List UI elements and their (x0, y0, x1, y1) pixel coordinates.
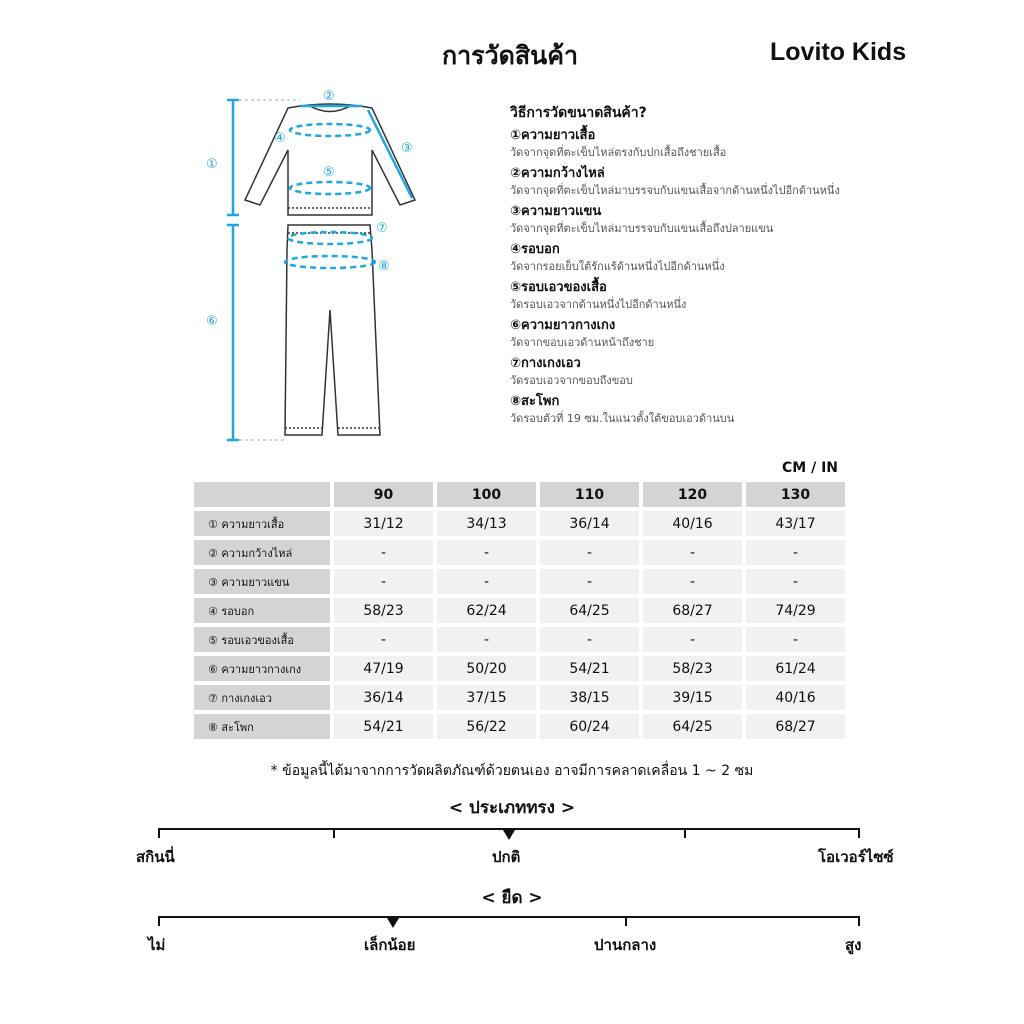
page-title: การวัดสินค้า (442, 41, 578, 70)
step-title: ⑧สะโพก (510, 394, 560, 409)
size-header: 120 (643, 482, 742, 507)
row-label: ① ความยาวเสื้อ (194, 511, 330, 536)
table-cell: - (540, 569, 639, 594)
fit-scale-title: < ประเภททรง > (448, 798, 576, 818)
row-label: ③ ความยาวแขน (194, 569, 330, 594)
step-3 (510, 203, 930, 237)
table-cell: - (643, 569, 742, 594)
stretch-scale-tick (625, 916, 627, 926)
table-cell: 64/25 (540, 598, 639, 623)
marker-2: ② (323, 89, 335, 104)
row-label: ⑦ กางเกงเอว (194, 685, 330, 710)
table-row (194, 511, 845, 536)
marker-1: ① (206, 157, 218, 172)
table-cell: 68/27 (643, 598, 742, 623)
table-row (194, 685, 845, 710)
fit-scale-marker (503, 830, 515, 840)
stretch-scale-marker (387, 918, 399, 928)
table-row (194, 540, 845, 565)
table-cell: - (643, 627, 742, 652)
size-header: 90 (334, 482, 433, 507)
table-cell: 36/14 (334, 685, 433, 710)
step-desc: วัดรอบเอวจากด้านหนึ่งไปอีกด้านหนึ่ง (510, 298, 687, 311)
table-cell: 61/24 (746, 656, 845, 681)
table-cell: 54/21 (540, 656, 639, 681)
table-cell: 38/15 (540, 685, 639, 710)
row-label: ⑤ รอบเอวของเสื้อ (194, 627, 330, 652)
step-title: ②ความกว้างไหล่ (510, 166, 605, 181)
step-title: ⑥ความยาวกางเกง (510, 318, 616, 333)
size-header: 130 (746, 482, 845, 507)
shirt-outline (245, 104, 415, 215)
table-cell: 50/20 (437, 656, 536, 681)
table-cell: - (334, 569, 433, 594)
table-cell: 31/12 (334, 511, 433, 536)
step-title: ①ความยาวเสื้อ (510, 128, 596, 143)
step-5 (510, 279, 930, 313)
table-cell: - (643, 540, 742, 565)
table-cell: - (746, 569, 845, 594)
table-cell: 74/29 (746, 598, 845, 623)
table-row (194, 627, 845, 652)
step-2 (510, 165, 930, 199)
step-desc: วัดจากจุดที่ตะเข็บไหล่ตรงกับปกเสื้อถึงชายเสื้อ (510, 146, 727, 159)
table-cell: - (746, 540, 845, 565)
row-label: ④ รอบอก (194, 598, 330, 623)
step-title: ⑤รอบเอวของเสื้อ (510, 280, 607, 295)
table-cell: 54/21 (334, 714, 433, 739)
table-cell: - (437, 569, 536, 594)
fit-scale-tick (333, 828, 335, 838)
table-cell: - (540, 540, 639, 565)
table-cell: 64/25 (643, 714, 742, 739)
table-cell: - (334, 540, 433, 565)
marker-7: ⑦ (376, 221, 388, 236)
stretch-scale-line (158, 916, 860, 918)
fit-scale-tick (158, 828, 160, 838)
step-desc: วัดรอบเอวจากขอบถึงขอบ (510, 374, 633, 387)
table-cell: 68/27 (746, 714, 845, 739)
step-desc: วัดจากขอบเอวด้านหน้าถึงชาย (510, 336, 655, 349)
marker-6: ⑥ (206, 314, 218, 329)
how-to-measure (510, 102, 930, 431)
stretch-label-slight: เล็กน้อย (364, 936, 416, 954)
stretch-label-none: ไม่ (148, 936, 166, 954)
table-cell: - (746, 627, 845, 652)
table-cell: 47/19 (334, 656, 433, 681)
table-cell: 58/23 (334, 598, 433, 623)
fit-label-regular: ปกติ (492, 848, 521, 866)
row-label: ⑥ ความยาวกางเกง (194, 656, 330, 681)
table-cell: 40/16 (746, 685, 845, 710)
stretch-scale-title: < ยืด > (481, 888, 543, 908)
header-corner (194, 482, 330, 507)
row-label: ② ความกว้างไหล่ (194, 540, 330, 565)
step-8 (510, 393, 930, 427)
table-cell: 58/23 (643, 656, 742, 681)
step-desc: วัดจากจุดที่ตะเข็บไหล่มาบรรจบกับแขนเสื้อจากด้านหนึ่งไปอีกด้านหนึ่ง (510, 184, 840, 197)
garment-diagram (190, 80, 440, 450)
unit-label: CM / IN (782, 460, 838, 476)
table-cell: 37/15 (437, 685, 536, 710)
table-header-row (194, 482, 845, 507)
marker-3: ③ (401, 141, 413, 156)
size-table (190, 478, 849, 743)
fit-label-oversize: โอเวอร์ไซซ์ (818, 848, 894, 866)
size-header: 100 (437, 482, 536, 507)
marker-4: ④ (274, 131, 286, 146)
table-cell: 60/24 (540, 714, 639, 739)
step-4 (510, 241, 930, 275)
step-title: ④รอบอก (510, 242, 560, 257)
step-6 (510, 317, 930, 351)
stretch-label-high: สูง (845, 936, 862, 954)
step-1 (510, 127, 930, 161)
fit-label-skinny: สกินนี่ (136, 848, 175, 866)
marker-8: ⑧ (378, 259, 390, 274)
table-cell: - (334, 627, 433, 652)
table-cell: 39/15 (643, 685, 742, 710)
table-row (194, 598, 845, 623)
table-cell: 62/24 (437, 598, 536, 623)
table-cell: - (437, 627, 536, 652)
brand-logo: Lovito Kids (770, 38, 907, 66)
measurement-note: * ข้อมูลนี้ได้มาจากการวัดผลิตภัณฑ์ด้วยตนเอง อาจมีการคลาดเคลื่อน 1 ~ 2 ซม (270, 763, 754, 779)
step-7 (510, 355, 930, 389)
how-to-heading: วิธีการวัดขนาดสินค้า? (510, 105, 647, 121)
table-cell: 36/14 (540, 511, 639, 536)
stretch-scale-tick (858, 916, 860, 926)
table-row (194, 569, 845, 594)
step-desc: วัดรอบตัวที่ 19 ซม.ในแนวตั้งใต้ขอบเอวด้านบน (510, 412, 735, 425)
fit-scale-tick (858, 828, 860, 838)
step-desc: วัดจากรอยเย็บใต้รักแร้ด้านหนึ่งไปอีกด้านหนึ่ง (510, 260, 725, 273)
table-cell: - (437, 540, 536, 565)
stretch-label-medium: ปานกลาง (594, 936, 657, 954)
table-cell: 43/17 (746, 511, 845, 536)
table-cell: 34/13 (437, 511, 536, 536)
fit-scale-tick (684, 828, 686, 838)
table-row (194, 656, 845, 681)
table-cell: 40/16 (643, 511, 742, 536)
row-label: ⑧ สะโพก (194, 714, 330, 739)
step-desc: วัดจากจุดที่ตะเข็บไหล่มาบรรจบกับแขนเสื้อถึงปลายแขน (510, 222, 774, 235)
table-cell: 56/22 (437, 714, 536, 739)
table-row (194, 714, 845, 739)
stretch-scale-tick (158, 916, 160, 926)
marker-5: ⑤ (323, 165, 335, 180)
step-title: ③ความยาวแขน (510, 204, 602, 219)
table-cell: - (540, 627, 639, 652)
size-header: 110 (540, 482, 639, 507)
step-title: ⑦กางเกงเอว (510, 356, 581, 371)
